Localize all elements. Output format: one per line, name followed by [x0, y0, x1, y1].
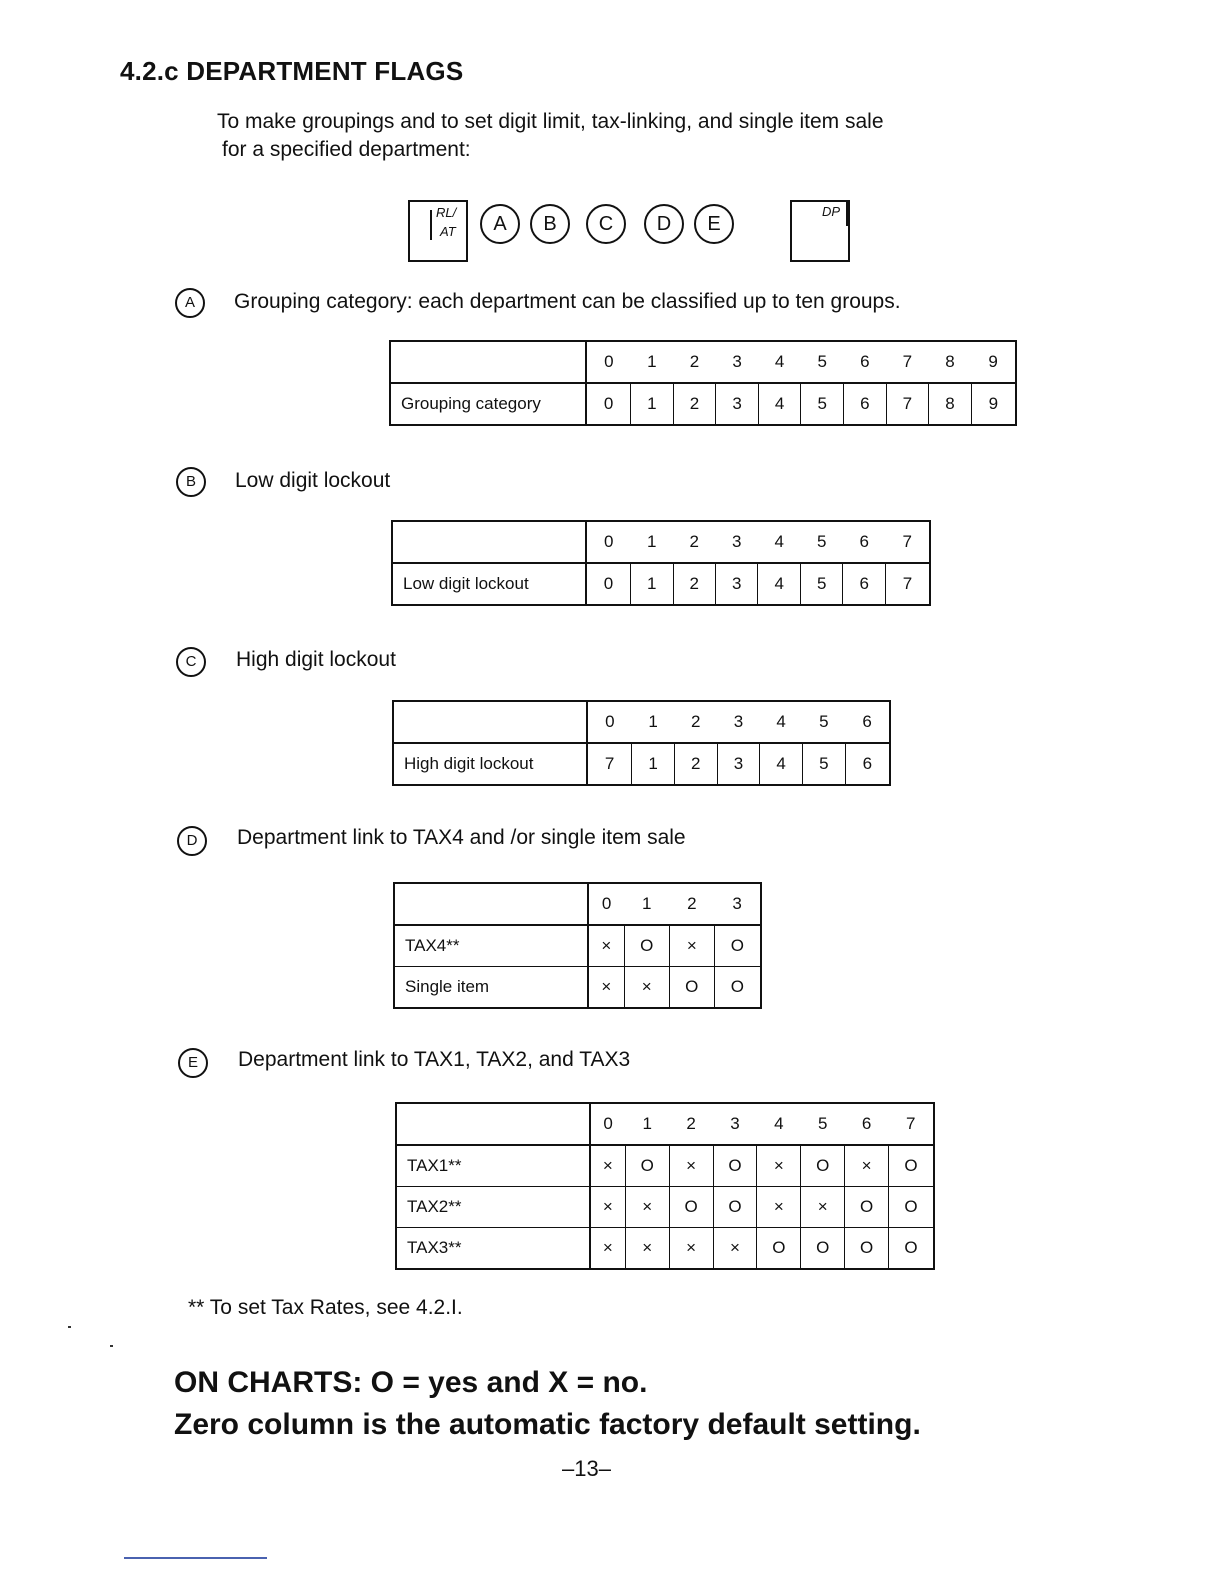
section-d-icon: D [177, 826, 207, 856]
grouping-category-table [389, 340, 1017, 426]
value-cell: × [801, 1187, 845, 1228]
value-cell: 7 [587, 743, 632, 785]
intro-line-2: for a specified department: [222, 138, 471, 161]
header-cell: 3 [713, 1103, 757, 1145]
row-label: TAX1** [396, 1145, 590, 1187]
table-row [390, 383, 1016, 425]
rl-key-bottom-text: AT [440, 224, 456, 239]
scan-edge-line [124, 1557, 267, 1559]
row-label: Grouping category [390, 383, 586, 425]
tax4-single-item-table [393, 882, 762, 1009]
table-header-row [392, 521, 930, 563]
header-cell: 5 [801, 1103, 845, 1145]
row-label: TAX2** [396, 1187, 590, 1228]
value-cell: O [889, 1145, 935, 1187]
value-cell: O [713, 1145, 757, 1187]
header-cell: 1 [625, 1103, 669, 1145]
value-cell: 7 [885, 563, 930, 605]
tax-rate-note: ** To set Tax Rates, see 4.2.I. [188, 1296, 463, 1319]
value-cell: O [669, 1187, 713, 1228]
header-cell: 0 [588, 883, 624, 925]
header-cell: 5 [802, 701, 845, 743]
value-cell: × [588, 967, 624, 1009]
rl-at-key [408, 200, 468, 262]
value-cell: 6 [845, 743, 890, 785]
value-cell: O [624, 925, 669, 967]
value-cell: O [714, 925, 761, 967]
intro-text [217, 108, 997, 164]
header-cell: 3 [714, 883, 761, 925]
section-a-title: Grouping category: each department can be classified up to ten groups. [234, 290, 901, 313]
header-cell: 4 [760, 701, 803, 743]
header-cell: 3 [716, 341, 759, 383]
section-e-icon: E [178, 1048, 208, 1078]
header-cell: 4 [757, 1103, 801, 1145]
value-cell: O [889, 1228, 935, 1270]
header-cell: 4 [758, 341, 801, 383]
header-cell: 6 [845, 1103, 889, 1145]
value-cell: O [801, 1228, 845, 1270]
header-cell: 6 [843, 521, 885, 563]
value-cell: 1 [632, 743, 675, 785]
table-row [396, 1228, 934, 1270]
header-cell: 2 [673, 521, 715, 563]
header-cell: 6 [845, 701, 890, 743]
value-cell: 3 [716, 383, 759, 425]
value-cell: 7 [886, 383, 929, 425]
value-cell: O [757, 1228, 801, 1270]
value-cell: × [590, 1187, 625, 1228]
scan-speck [110, 1345, 113, 1347]
value-cell: × [590, 1228, 625, 1270]
table-row [396, 1187, 934, 1228]
value-cell: O [801, 1145, 845, 1187]
header-cell: 1 [624, 883, 669, 925]
row-label: Low digit lockout [392, 563, 586, 605]
header-cell: 0 [586, 341, 631, 383]
value-cell: 6 [844, 383, 887, 425]
value-cell: O [845, 1228, 889, 1270]
key-circle-a: A [480, 204, 520, 244]
table-header-row [390, 341, 1016, 383]
section-c-icon: C [176, 647, 206, 677]
rl-key-bracket [418, 210, 432, 240]
value-cell: 3 [715, 563, 757, 605]
header-cell: 3 [717, 701, 760, 743]
header-cell: 8 [929, 341, 972, 383]
table-row [394, 925, 761, 967]
header-cell: 2 [669, 1103, 713, 1145]
value-cell: 2 [674, 743, 717, 785]
row-label: TAX4** [394, 925, 588, 967]
value-cell: 4 [758, 563, 800, 605]
value-cell: 5 [801, 383, 844, 425]
key-circle-d: D [644, 204, 684, 244]
key-sequence [408, 198, 868, 262]
value-cell: × [624, 967, 669, 1009]
high-digit-lockout-table [392, 700, 891, 786]
header-cell: 2 [674, 701, 717, 743]
header-cell: 7 [885, 521, 930, 563]
dp-key-text: DP [822, 204, 841, 219]
header-cell: 0 [586, 521, 631, 563]
value-cell: × [669, 925, 714, 967]
page-number: –13– [562, 1456, 611, 1481]
value-cell: × [713, 1228, 757, 1270]
value-cell: × [757, 1187, 801, 1228]
header-cell: 5 [801, 341, 844, 383]
header-cell: 7 [889, 1103, 935, 1145]
table-row [394, 967, 761, 1009]
key-circle-e: E [694, 204, 734, 244]
value-cell: × [625, 1228, 669, 1270]
header-cell: 9 [971, 341, 1016, 383]
header-cell: 6 [844, 341, 887, 383]
header-cell: 1 [631, 341, 674, 383]
value-cell: 2 [673, 383, 716, 425]
value-cell: × [625, 1187, 669, 1228]
header-cell: 2 [669, 883, 714, 925]
low-digit-lockout-table [391, 520, 931, 606]
value-cell: 4 [758, 383, 801, 425]
value-cell: × [669, 1228, 713, 1270]
header-cell: 1 [632, 701, 675, 743]
value-cell: 1 [631, 383, 674, 425]
header-cell: 0 [590, 1103, 625, 1145]
value-cell: × [588, 925, 624, 967]
table-header-row [396, 1103, 934, 1145]
value-cell: 0 [586, 563, 631, 605]
value-cell: 1 [631, 563, 673, 605]
key-circle-b: B [530, 204, 570, 244]
header-cell: 4 [758, 521, 800, 563]
value-cell: × [669, 1145, 713, 1187]
section-b-icon: B [176, 467, 206, 497]
section-c-title: High digit lockout [236, 648, 396, 671]
value-cell: 2 [673, 563, 715, 605]
value-cell: 4 [760, 743, 803, 785]
dp-key [790, 200, 850, 262]
value-cell: × [845, 1145, 889, 1187]
value-cell: 8 [929, 383, 972, 425]
row-label: TAX3** [396, 1228, 590, 1270]
value-cell: 6 [843, 563, 885, 605]
value-cell: 5 [802, 743, 845, 785]
value-cell: O [889, 1187, 935, 1228]
table-header-row [394, 883, 761, 925]
header-cell: 1 [631, 521, 673, 563]
intro-line-1: To make groupings and to set digit limit, tax-linking, and single item sale [217, 110, 884, 133]
rl-key-top-text: RL/ [436, 205, 457, 220]
value-cell: O [713, 1187, 757, 1228]
row-label: High digit lockout [393, 743, 587, 785]
chart-legend-text: ON CHARTS: O = yes and X = no. [174, 1366, 648, 1399]
value-cell: 3 [717, 743, 760, 785]
page-heading: 4.2.c DEPARTMENT FLAGS [120, 56, 464, 86]
value-cell: × [590, 1145, 625, 1187]
value-cell: 5 [800, 563, 842, 605]
scan-speck [68, 1326, 71, 1328]
header-cell: 7 [886, 341, 929, 383]
value-cell: O [625, 1145, 669, 1187]
row-label: Single item [394, 967, 588, 1009]
section-b-title: Low digit lockout [235, 469, 391, 492]
header-cell: 2 [673, 341, 716, 383]
key-circle-c: C [586, 204, 626, 244]
value-cell: × [757, 1145, 801, 1187]
table-row [392, 563, 930, 605]
header-cell: 3 [715, 521, 757, 563]
table-header-row [393, 701, 890, 743]
section-e-title: Department link to TAX1, TAX2, and TAX3 [238, 1048, 631, 1071]
section-a-icon: A [175, 288, 205, 318]
value-cell: 0 [586, 383, 631, 425]
value-cell: O [714, 967, 761, 1009]
table-row [393, 743, 890, 785]
header-cell: 5 [800, 521, 842, 563]
header-cell: 0 [587, 701, 632, 743]
default-setting-text: Zero column is the automatic factory default setting. [174, 1408, 921, 1441]
value-cell: O [845, 1187, 889, 1228]
value-cell: 9 [971, 383, 1016, 425]
section-d-title: Department link to TAX4 and /or single item sale [237, 826, 686, 849]
tax1-tax2-tax3-table [395, 1102, 935, 1270]
value-cell: O [669, 967, 714, 1009]
table-row [396, 1145, 934, 1187]
